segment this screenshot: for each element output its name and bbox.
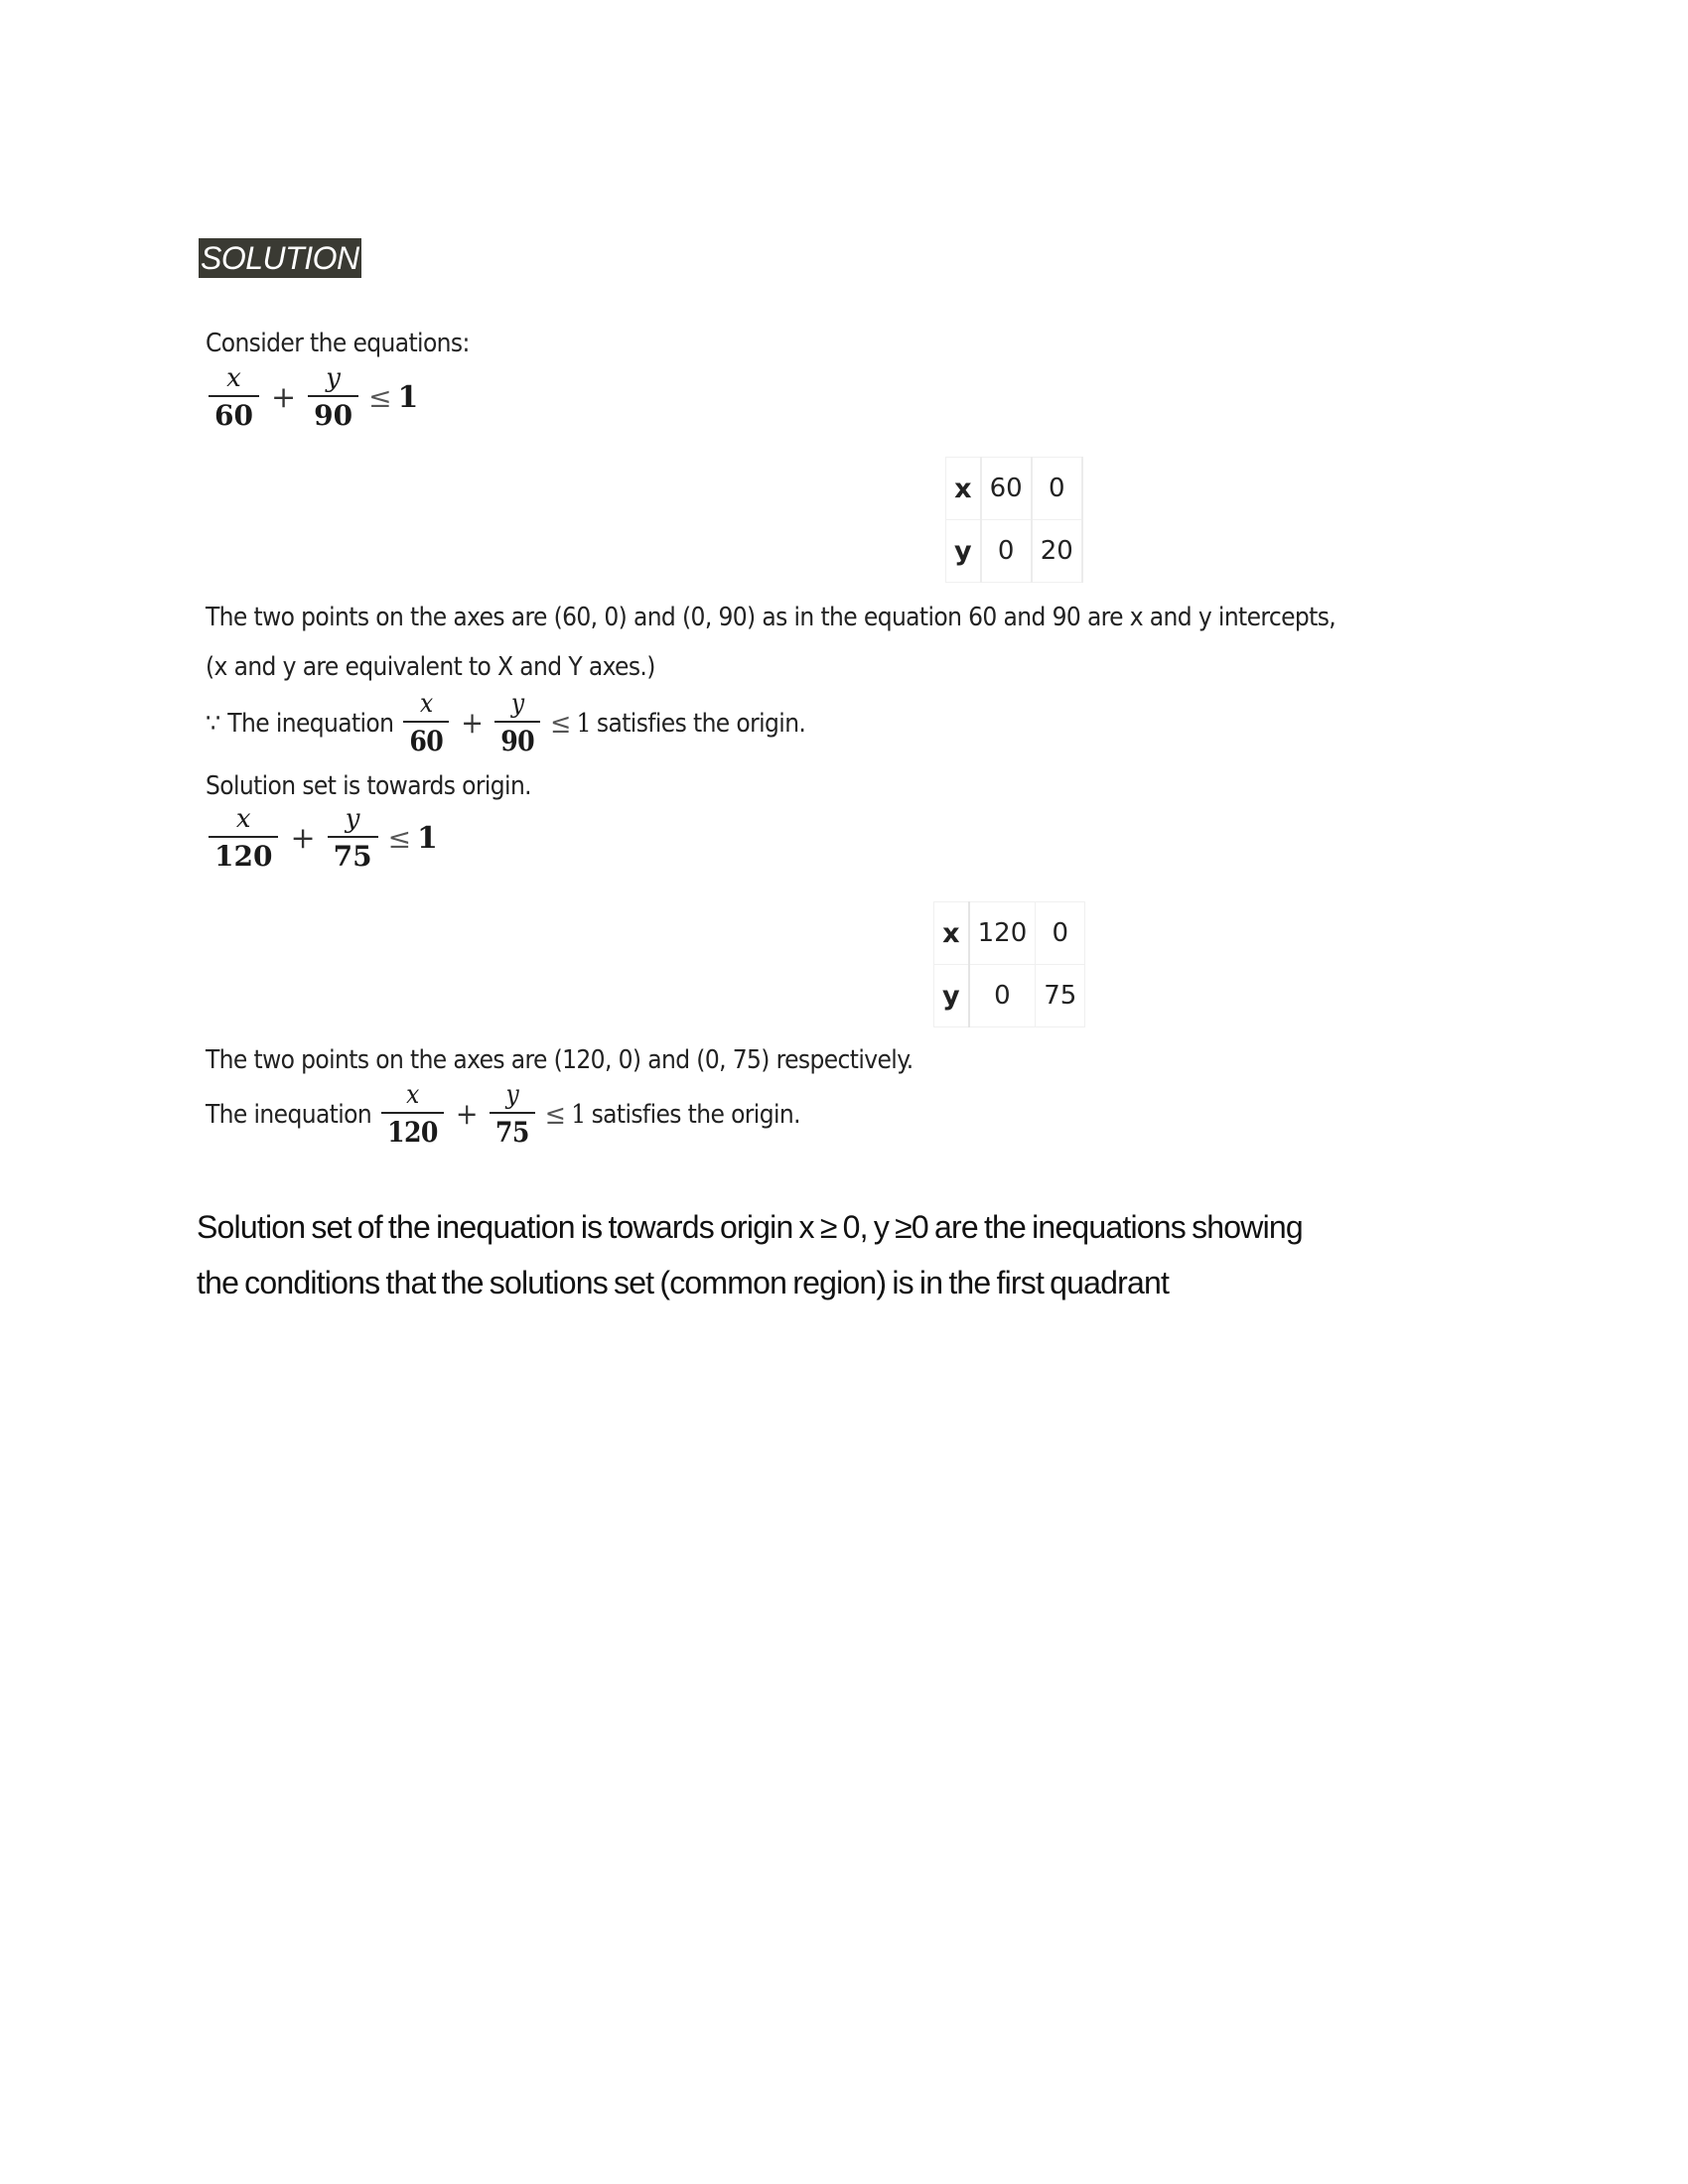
fraction-y-over-90 [494,689,540,758]
table-cell: 0 [969,965,1036,1027]
explanation-1-line-4: Solution set is towards origin. [206,771,531,801]
fraction-x-over-60 [403,689,449,758]
table-row [946,458,1082,520]
rhs-value: 1 [417,821,438,857]
inline-inequality-2 [377,1080,585,1150]
denominator: 75 [494,1115,529,1149]
row-label-x: x [946,458,981,520]
denominator: 90 [500,724,535,757]
row-label-y: y [946,520,981,583]
conclusion-line-2: the conditions that the solutions set (common region) is in the first quadrant [197,1265,1170,1300]
solution-heading: SOLUTION [201,240,359,276]
numerator: x [419,689,433,719]
inequality-2-math [205,804,438,874]
inequality-1-math [205,363,418,433]
less-equal-operator: ≤ [550,706,571,740]
explanation-2-line-2 [206,1080,800,1150]
inline-inequality-1 [399,689,591,758]
table-cell: 20 [1032,520,1082,583]
plus-operator: + [290,821,316,857]
plus-operator: + [270,380,297,416]
row-label-y: y [934,965,969,1027]
table-cell: 0 [1032,458,1082,520]
row-label-x: x [934,902,969,965]
fraction-x-over-60 [209,363,259,433]
points-table-2 [933,901,1085,1027]
inequation-prefix: The inequation [206,1099,372,1130]
plus-operator: + [455,1096,478,1132]
table-cell: 120 [969,902,1036,965]
inequation-prefix: The inequation [227,708,394,739]
less-equal-operator: ≤ [368,381,392,415]
explanation-1-line-2: (x and y are equivalent to X and Y axes.) [206,652,655,682]
table-cell: 75 [1036,965,1085,1027]
explanation-1-line-1: The two points on the axes are (60, 0) and (0, 90) as in the equation 60 and 90 are x and y intercepts, [206,603,1336,632]
denominator: 75 [333,839,372,873]
fraction-x-over-120 [209,804,278,874]
numerator: y [510,689,524,719]
rhs-value: 1 [576,708,591,739]
table-row [946,520,1082,583]
fraction-y-over-90 [308,363,358,433]
conclusion-line-1: Solution set of the inequation is towards origin x ≥ 0, y ≥0 are the inequations showing [197,1209,1303,1245]
inequation-suffix: satisfies the origin. [591,1099,800,1130]
denominator: 60 [214,398,253,432]
inequality-1 [205,363,418,433]
less-equal-operator: ≤ [387,822,412,856]
inequality-2 [205,804,438,874]
numerator: y [345,804,360,834]
table-row [934,965,1085,1027]
fraction-y-over-75 [328,804,378,874]
denominator: 120 [387,1115,438,1149]
less-equal-operator: ≤ [544,1097,566,1131]
table-cell: 60 [981,458,1032,520]
intro-text: Consider the equations: [206,329,470,358]
explanation-1-line-3 [206,689,805,758]
points-table-1 [945,457,1083,583]
plus-operator: + [461,705,484,741]
denominator: 60 [409,724,444,757]
numerator: x [235,804,251,834]
because-icon: ∵ [206,708,220,739]
fraction-y-over-75 [490,1080,535,1150]
explanation-2-line-1: The two points on the axes are (120, 0) and (0, 75) respectively. [206,1045,914,1075]
denominator: 120 [214,839,273,873]
table-cell: 0 [1036,902,1085,965]
table-row [934,902,1085,965]
numerator: y [505,1080,519,1110]
numerator: x [226,363,241,393]
table-cell: 0 [981,520,1032,583]
numerator: x [406,1080,419,1110]
numerator: y [326,363,341,393]
rhs-value: 1 [571,1099,586,1130]
rhs-value: 1 [397,380,419,416]
fraction-x-over-120 [381,1080,444,1150]
inequation-suffix: satisfies the origin. [596,708,806,739]
denominator: 90 [314,398,353,432]
